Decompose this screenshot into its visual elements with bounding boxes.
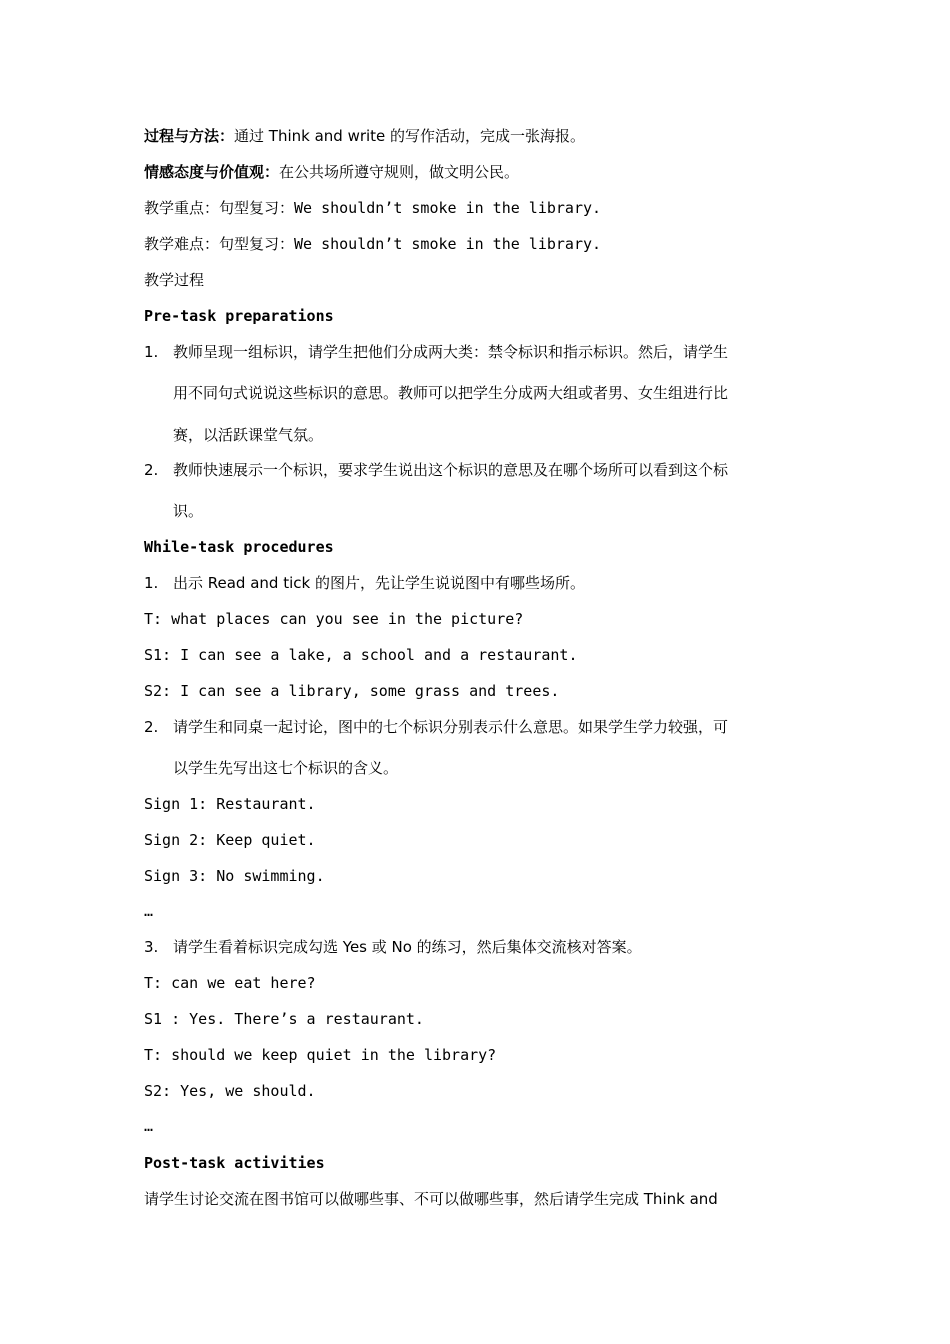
- dialog-line: S2: Yes, we should.: [144, 1082, 316, 1100]
- dialog-line: T: can we eat here?: [144, 974, 316, 992]
- list-number: 1.: [144, 343, 159, 361]
- pre-task-heading: Pre-task preparations: [144, 307, 334, 325]
- while-task-step-2-cont: 以学生先写出这七个标识的含义。: [173, 759, 399, 777]
- pre-task-item-2-cont: 识。: [173, 502, 204, 520]
- list-item-text: 请学生看着标识完成勾选 Yes 或 No 的练习，然后集体交流核对答案。: [173, 938, 642, 956]
- dialog-line: S1 : Yes. There’s a restaurant.: [144, 1010, 424, 1028]
- pre-task-item-1: [144, 341, 807, 363]
- post-task-text: 请学生讨论交流在图书馆可以做哪些事、不可以做哪些事，然后请学生完成 Think and: [144, 1190, 718, 1208]
- process-method-text: 通过 Think and write 的写作活动，完成一张海报。: [234, 127, 586, 145]
- while-task-step-2: [144, 716, 807, 738]
- list-number: 2.: [144, 718, 159, 736]
- ellipsis: …: [144, 1117, 154, 1135]
- dialog-line: S1: I can see a lake, a school and a restaurant.: [144, 646, 578, 664]
- pre-task-item-2: [144, 459, 807, 481]
- while-task-step-1: [144, 572, 807, 594]
- attitude-values-label: 情感态度与价值观：: [144, 163, 280, 181]
- ellipsis: …: [144, 902, 154, 920]
- list-number: 2.: [144, 461, 159, 479]
- key-point-line: 教学重点：句型复习：We shouldn’t smoke in the library.: [144, 199, 602, 217]
- process-method-label: 过程与方法：: [144, 127, 235, 145]
- post-task-heading: Post-task activities: [144, 1154, 325, 1172]
- pre-task-item-1-cont: 赛，以活跃课堂气氛。: [173, 426, 324, 444]
- list-item-text: 教师呈现一组标识，请学生把他们分成两大类：禁令标识和指示标识。然后，请学生: [173, 343, 729, 361]
- list-item-text: 教师快速展示一个标识，要求学生说出这个标识的意思及在哪个场所可以看到这个标: [173, 461, 729, 479]
- pre-task-item-1-cont: 用不同句式说说这些标识的意思。教师可以把学生分成两大组或者男、女生组进行比: [173, 384, 729, 402]
- while-task-heading: While-task procedures: [144, 538, 334, 556]
- sign-line: Sign 1: Restaurant.: [144, 795, 316, 813]
- sign-line: Sign 3: No swimming.: [144, 867, 325, 885]
- dialog-line: T: should we keep quiet in the library?: [144, 1046, 497, 1064]
- sign-line: Sign 2: Keep quiet.: [144, 831, 316, 849]
- attitude-values-line: [144, 161, 807, 183]
- while-task-step-3: [144, 936, 807, 958]
- dialog-line: T: what places can you see in the picture?: [144, 610, 524, 628]
- process-method-line: [144, 125, 807, 147]
- process-heading: 教学过程: [144, 271, 205, 289]
- list-number: 1.: [144, 574, 159, 592]
- list-item-text: 请学生和同桌一起讨论，图中的七个标识分别表示什么意思。如果学生学力较强，可: [173, 718, 729, 736]
- dialog-line: S2: I can see a library, some grass and trees.: [144, 682, 560, 700]
- list-number: 3.: [144, 938, 159, 956]
- list-item-text: 出示 Read and tick 的图片，先让学生说说图中有哪些场所。: [173, 574, 585, 592]
- attitude-values-text: 在公共场所遵守规则，做文明公民。: [279, 163, 520, 181]
- difficult-point-line: 教学难点：句型复习：We shouldn’t smoke in the library.: [144, 235, 602, 253]
